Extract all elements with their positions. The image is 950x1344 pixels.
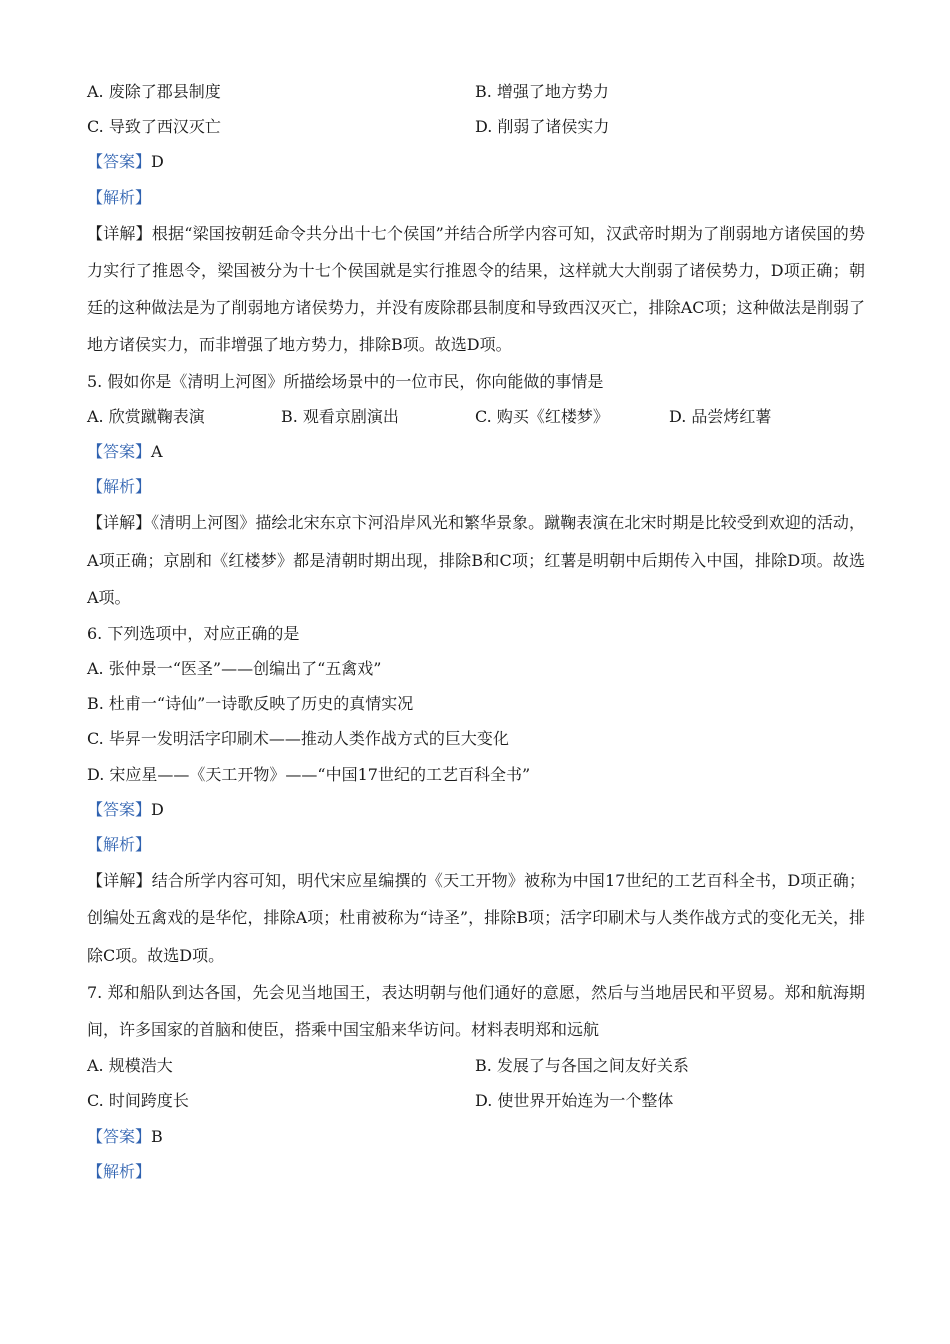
q4-detail (87, 215, 865, 364)
q4-option-b: B. 增强了地方势力 (475, 82, 609, 101)
q4-option-d: D. 削弱了诸侯实力 (475, 117, 610, 137)
answer-value: D (151, 152, 164, 172)
detail-tag: 【详解】 (87, 513, 152, 533)
detail-tag: 【详解】 (87, 223, 152, 243)
q5-option-c: C. 购买《红楼梦》 (475, 406, 609, 426)
q6-stem: 6. 下列选项中，对应正确的是 (87, 623, 300, 643)
detail-text: 《清明上河图》描绘北宋东京卞河沿岸风光和繁华景象。蹴鞠表演在北宋时期是比较受到欢迎的活动，A项正确；京剧和《红楼梦》都是清朝时期出现，排除B和C项；红薯是明朝中后期传入中国，排除D项。故选A项。 (87, 513, 865, 607)
q6-answer (87, 792, 865, 827)
q6-option-a: A. 张仲景一“医圣”——创编出了“五禽戏” (87, 659, 382, 679)
answer-tag: 【答案】 (87, 152, 152, 172)
q4-option-a: A. 废除了郡县制度 (87, 82, 221, 101)
answer-value: A (151, 441, 163, 461)
analysis-tag: 【解析】 (87, 187, 152, 207)
document-page (87, 74, 865, 1189)
q4-analysis-tag (87, 180, 865, 215)
q6-analysis-tag (87, 827, 865, 862)
q5-options-row (87, 399, 865, 434)
q4-option-c: C. 导致了西汉灭亡 (87, 117, 221, 137)
q6-option-c: C. 毕昇一发明活字印刷术——推动人类作战方式的巨大变化 (87, 729, 509, 749)
detail-tag: 【详解】 (87, 871, 152, 891)
q7-analysis-tag (87, 1154, 865, 1189)
q7-option-b: B. 发展了与各国之间友好关系 (475, 1056, 689, 1076)
q7-answer (87, 1119, 865, 1154)
q6-option-d: D. 宋应星——《天工开物》——“中国17世纪的工艺百科全书” (87, 764, 531, 784)
q5-option-d: D. 品尝烤红薯 (669, 406, 772, 426)
q7-option-c: C. 时间跨度长 (87, 1091, 189, 1111)
answer-tag: 【答案】 (87, 799, 152, 819)
q7-options-row-1 (87, 1048, 865, 1083)
q6-option-b: B. 杜甫一“诗仙”一诗歌反映了历史的真情实况 (87, 694, 414, 714)
q6-detail (87, 862, 865, 974)
answer-tag: 【答案】 (87, 441, 152, 461)
analysis-tag: 【解析】 (87, 835, 152, 855)
q5-stem: 5. 假如你是《清明上河图》所描绘场景中的一位市民，你向能做的事情是 (87, 371, 604, 391)
q4-options-row-1 (87, 74, 865, 109)
answer-value: D (151, 799, 164, 819)
q7-option-d: D. 使世界开始连为一个整体 (475, 1091, 674, 1111)
q5-analysis-tag (87, 469, 865, 504)
q5-detail (87, 504, 865, 616)
q5-answer (87, 434, 865, 469)
q7-option-a: A. 规模浩大 (87, 1056, 173, 1076)
detail-text: 根据“梁国按朝廷命令共分出十七个侯国”并结合所学内容可知，汉武帝时期为了削弱地方诸侯国的势力实行了推恩令，梁国被分为十七个侯国就是实行推恩令的结果，这样就大大削弱了诸侯势力，D项正确；朝廷的这种做法是为了削弱地方诸侯势力，并没有废除郡县制度和导致西汉灭亡，排除AC项；这种做法是削弱了地方诸侯实力，而非增强了地方势力，排除B项。故选D项。 (87, 223, 865, 355)
q7-options-row-2 (87, 1083, 865, 1118)
analysis-tag: 【解析】 (87, 1161, 152, 1181)
q5-option-a: A. 欣赏蹴鞠表演 (87, 406, 205, 426)
answer-value: B (151, 1126, 163, 1146)
q4-options-row-2 (87, 109, 865, 144)
q7-stem: 7. 郑和船队到达各国，先会见当地国王，表达明朝与他们通好的意愿，然后与当地居民和平贸易。郑和航海期间，许多国家的首脑和使臣，搭乘中国宝船来华访问。材料表明郑和远航 (87, 982, 865, 1040)
analysis-tag: 【解析】 (87, 477, 152, 497)
q5-option-b: B. 观看京剧演出 (281, 406, 399, 426)
q4-answer (87, 144, 865, 179)
detail-text: 结合所学内容可知，明代宋应星编撰的《天工开物》被称为中国17世纪的工艺百科全书，D项正确；创编处五禽戏的是华佗，排除A项；杜甫被称为“诗圣”，排除B项；活字印刷术与人类作战方式的变化无关，排除C项。故选D项。 (87, 871, 865, 965)
answer-tag: 【答案】 (87, 1126, 152, 1146)
